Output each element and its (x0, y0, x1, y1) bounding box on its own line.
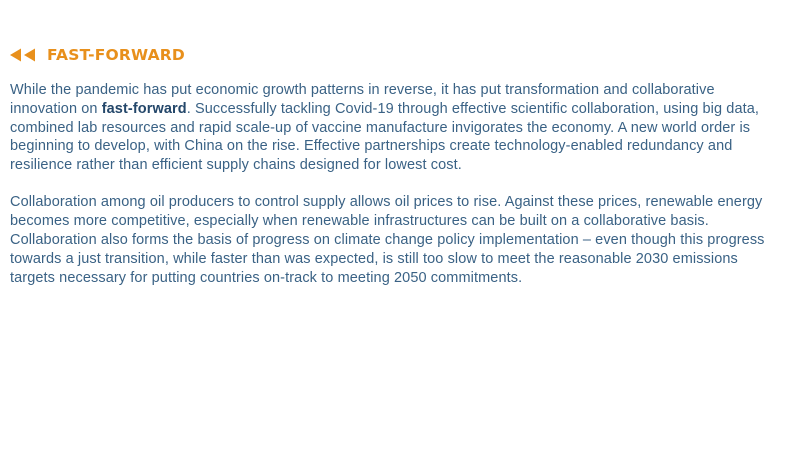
section-title: FAST-FORWARD (47, 46, 185, 64)
paragraph-1-rest: . Successfully tackling Covid-19 through effective scientific collaboration, using big data, combined lab resources and rapid scale-up of vaccine manufacture invigorates the economy. A new world order is beginning to develop, with China on the rise. Effective partnerships create technology-enabled redundancy and resilience rather than efficient supply chains designed for lowest cost. (10, 100, 760, 174)
paragraph-1-emphasis: fast-forward (101, 100, 187, 117)
fast-forward-icon (10, 48, 42, 62)
fast-forward-icon-graphic (10, 48, 40, 62)
paragraph-1 (10, 81, 770, 175)
paragraph-2: Collaboration among oil producers to control supply allows oil prices to rise. Against these prices, renewable energy becomes more competitive, especially when renewable infrastructures can be built on a collaborative basis. Collaboration also forms the basis of progress on climate change policy implementation – even though this progress towards a just transition, while faster than was expected, is still too slow to meet the reasonable 2030 emissions targets necessary for putting countries on-track to meeting 2050 commitments. (10, 194, 765, 286)
paragraph-1-intro: While the pandemic has put economic growth patterns in reverse, it has put transformation and collaborative innovation on (10, 82, 715, 117)
section-heading (10, 46, 770, 64)
